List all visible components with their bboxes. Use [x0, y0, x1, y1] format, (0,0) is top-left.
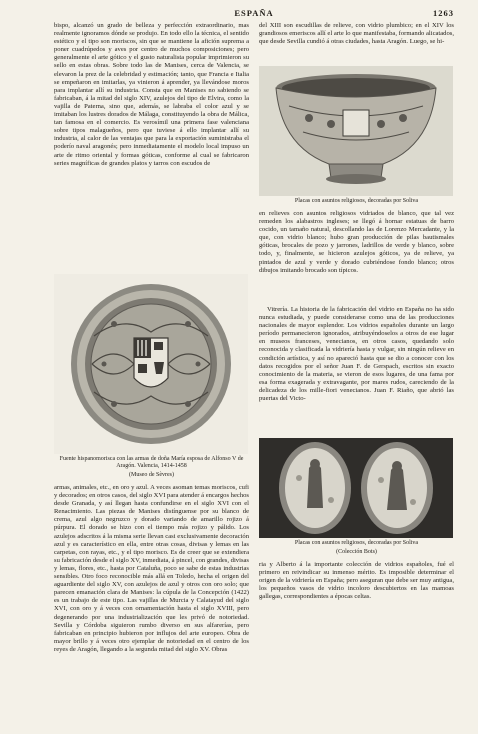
running-title: ESPAÑA [234, 8, 274, 18]
left-paragraph-top: bispo, alcanzó un grado de belleza y perfección extraordinario, mas realmente ignoramos dónde se produjo. En todo ello la técnica, el sentido estético y el tipo son moriscos, sin que se mantiene la afición suprema a poner cuadrúpedos y aves por centro de muchos composiciones; pero generalmente el arte gótico y el gusto naturalista popular imprimieron su sello en estas obras. Sobre todo las de Manises, cerca de Valencia, se elevaron la prez de la celebridad y estimación; tanto, que Francia e Italia se empeñaron en imitarlas, ya vinieron á aprender, ya llevándose moros para implantar allí su industria. Consta que en Manises no sabiendo se fabricaban, á la mitad del siglo XIV, azulejos del tipo de Elvira, como la vajilla de Paterna, sino que, además, se labraba el color azul y se imitaban los lustres dorados de Málaga, constituyendo la obra de Málica, tan famosa en el comercio. Es verosímil una primera fase valenciana sobre tipos malagueños, pero que tuviese á ello implantar allí su industria, al calor de las ventajas que para la exportación suministraba el poderío naval aragonés; pero inmediatamente el modelo local impuso un arte de ritmo oriental y formas góticas, conforme al cual se fabricaron series magníficas de grandes platos y tarros con escudos de [54, 22, 249, 167]
plate-caption-source: (Museo de Sèvres) [129, 472, 174, 478]
right-paragraph-vitreria: Vitrería. La historia de la fabricación del vidrio en España no ha sido nunca estudiada, y puede considerarse como una de las producciones nacionales de mayor esplendor. Los vidrios españoles durante un largo período permanecieron ignorados, atribuyéndoselos a otros de ese lugar en museos franceses, venecianos, en otros casos, quedando solo reconocida y clasificada la vidriería hasta y vulgar, sin ningún relieve en condición artística, y así no apareció hasta que se dio a conocer con los datos recogidos por el señor Juan F. de Gerspach, escritos sin exacto conocimiento de la materia, se vieron de esos lugares, de una fama por esa forma exagerada y extravagante, por mares rudos, careciendo de la delicadeza de los mille-fiori venecianos. Juan F. Riaño, que abrió las puertas del Victo- [259, 306, 454, 403]
plaques-figure [259, 438, 454, 556]
left-column [54, 22, 249, 722]
left-paragraph-bottom: armas, animales, etc., en oro y azul. A veces asoman temas moriscos, cufi y decorados; en otros casos, del siglo XVI para atender á encargos hechos desde Granada, y así llegan hasta confundirse en el siglo XVI con el Renacimiento. Las piezas de Manises distínguense por su blanco de crema, azul algo negruzco y dorado variando de amarillo rojizo á púrpura. El dorado se hizo con el tiempo más rojizo y pálido. Los azulejos adscritos á la misma serie llevan casi exclusivamente decoración azul y es característico en ella, entre otras cosas, divisas y lemas en las carpetas, con rayas, etc., y el tipo morisco. Es de creer que se extendiera su fabricación desde el siglo XV, inmediata, á pincel, con grandes, divisas y lemas, flores, etc., hasta por Cataluña, poco se sabe de estas industrias sensibles. Otro foco reconocible más allá en Toledo, hecha el origen del aguardiente del siglo XV, con azulejos de azul y otros con oro solo; que parecen emanación clara de Manises: la cúpula de la Concepción (1422) es un trabajo de este tipo. Las vajillas de Murcia y Calatayud del siglo XVI, con oro y á veces con ornamentación hasta el siglo XVIII, pero degenerando por una industrialización que les privó de notoriedad. Sevilla y Córdoba siguieron rumbo diverso en sus alfarerías, pero fabricaban en principio hubieron por influjos del arte europeo. Obra de mayor brillo y á veces otro ejemplar de notoriedad en el centro de los reyes de Aragón, llegando a la segunda mitad del siglo XV. Obras [54, 484, 249, 653]
right-paragraph-top: del XIII son escudillas de relieve, con vidrio plumbico; en el XIV los grandiosos emeriscos allí el arte lo que manifestaba, formando alicatados, que desde Sevilla cundió á otras ciudades, hasta Aragón. Luego, se hi- [259, 22, 454, 46]
plaques-caption: Placas con asuntos religiosos, decoradas por Soliva [294, 540, 419, 546]
bowl-figure [259, 66, 454, 205]
hispanomoresque-plate-image [54, 274, 248, 454]
page-number: 1263 [433, 8, 454, 18]
religious-plaques-image [259, 438, 453, 538]
right-column [259, 22, 454, 722]
right-paragraph-bottom: ria y Alberto á la importante colección de vidrios españoles, fué el primero en reivindicar su inmenso mérito. Es imposible determinar el origen de la vidriería en España; pero aseguran que debe ser muy antigua, los pequeños vasos de vidrio incoloro descubiertos en las mamoas gallegas, correspondientes a épocas celtas. [259, 561, 454, 601]
bowl-caption: Placas con asuntos religiosos, decoradas por Soliva [294, 198, 419, 204]
right-paragraph-middle: en relieves con asuntos religiosos vidriados de blanco, que tal vez remeden los alabastros ingleses; se llegó á hornar estatuas de barro cocido, un tamaño natural, descollando las de Lorenzo Mercadante, y la que, con vidrio blanco; hubo gran producción de pilas bautismales góticas, brocales de pozo y jarrones, ladrillos de verde y blanco, sobre todo, y, finalmente, se hicieron azulejos góticos, ya de relieve, ya pintados de azul y verde y dorado cubriéndose fondo blanco; otros dibujos imitando brocado son típicos. [259, 210, 454, 274]
plaques-caption-source: (Colección Bots) [336, 549, 377, 555]
hispanomoresque-bowl-image [259, 66, 453, 196]
two-column-body [54, 22, 454, 722]
plate-figure [54, 274, 249, 479]
running-head [54, 8, 454, 20]
plate-caption: Fuente hispanomorisca con las armas de doña María esposa de Alfonso V de Aragón. Valencia, 1414-1458 [59, 456, 244, 469]
